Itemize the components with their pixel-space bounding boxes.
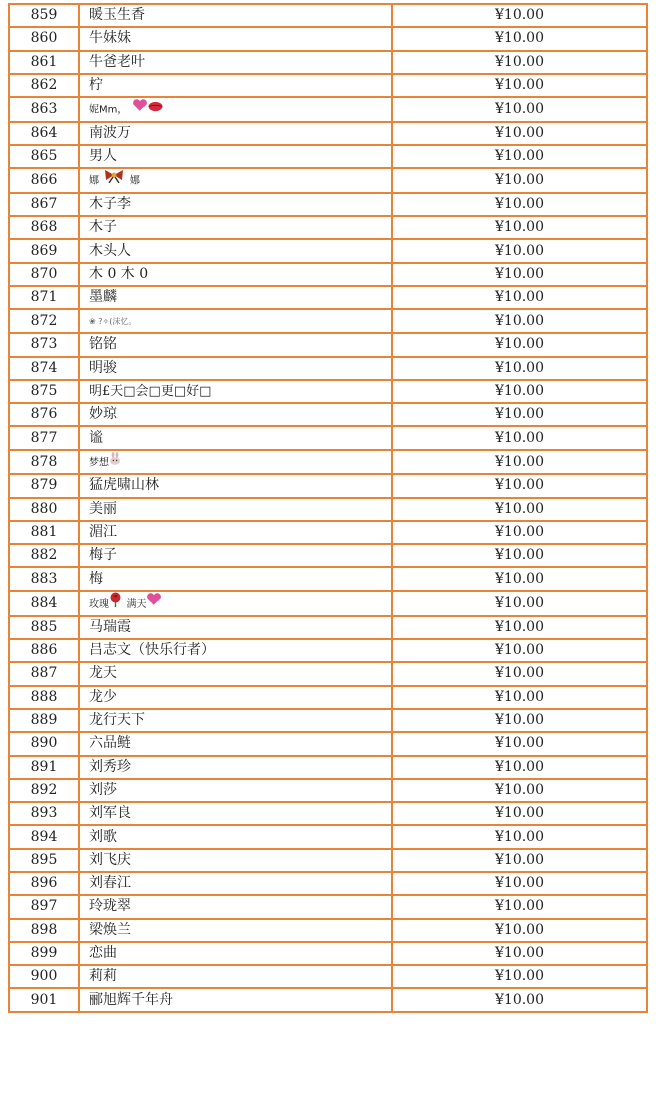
- amount-cell: ¥10.00: [392, 474, 647, 497]
- amount-cell: ¥10.00: [392, 895, 647, 918]
- heart-icon: [132, 98, 148, 119]
- row-number: 872: [9, 309, 79, 333]
- donation-list: [8, 3, 648, 1013]
- amount-cell: ¥10.00: [392, 216, 647, 239]
- table-row: [9, 802, 647, 825]
- row-number: 860: [9, 27, 79, 50]
- row-number: 898: [9, 919, 79, 942]
- row-number: 870: [9, 263, 79, 286]
- table-row: [9, 662, 647, 685]
- amount-cell: ¥10.00: [392, 639, 647, 662]
- amount-cell: ¥10.00: [392, 333, 647, 356]
- amount-cell: ¥10.00: [392, 450, 647, 475]
- amount-cell: ¥10.00: [392, 965, 647, 988]
- donor-name-cell: [79, 168, 392, 193]
- donor-name-cell: 妙琼: [79, 403, 392, 426]
- table-row: [9, 286, 647, 309]
- table-row: [9, 450, 647, 475]
- donor-name: 娜: [89, 175, 99, 187]
- amount-cell: ¥10.00: [392, 616, 647, 639]
- donor-name-cell: [79, 309, 392, 333]
- amount-cell: ¥10.00: [392, 567, 647, 590]
- row-number: 868: [9, 216, 79, 239]
- amount-cell: ¥10.00: [392, 942, 647, 965]
- table-row: [9, 216, 647, 239]
- amount-cell: ¥10.00: [392, 403, 647, 426]
- donor-name-cell: 马瑞霞: [79, 616, 392, 639]
- table-row: [9, 825, 647, 848]
- donor-name-suffix: 满天: [126, 598, 147, 610]
- donor-name: 玫瑰: [89, 598, 109, 610]
- donor-name-cell: 男人: [79, 145, 392, 168]
- row-number: 877: [9, 426, 79, 449]
- amount-cell: ¥10.00: [392, 74, 647, 97]
- amount-cell: ¥10.00: [392, 521, 647, 544]
- table-row: [9, 403, 647, 426]
- donor-name-cell: 牛爸老叶: [79, 51, 392, 74]
- amount-cell: ¥10.00: [392, 97, 647, 122]
- table-row: [9, 145, 647, 168]
- donor-name-cell: 木头人: [79, 239, 392, 262]
- donation-table: [8, 3, 648, 1013]
- donor-name-cell: 刘莎: [79, 779, 392, 802]
- heart-icon: [146, 592, 162, 613]
- row-number: 894: [9, 825, 79, 848]
- donor-name-cell: 恋曲: [79, 942, 392, 965]
- amount-cell: ¥10.00: [392, 498, 647, 521]
- row-number: 871: [9, 286, 79, 309]
- donor-name-cell: 刘秀珍: [79, 756, 392, 779]
- donor-name-cell: 牛妹妹: [79, 27, 392, 50]
- donor-name-cell: 梁焕兰: [79, 919, 392, 942]
- donor-name-cell: 谧: [79, 426, 392, 449]
- donor-name-cell: 木子: [79, 216, 392, 239]
- table-row: [9, 686, 647, 709]
- table-row: [9, 709, 647, 732]
- donor-name-cell: 郦旭辉千年舟: [79, 988, 392, 1011]
- table-row: [9, 591, 647, 616]
- amount-cell: ¥10.00: [392, 145, 647, 168]
- amount-cell: ¥10.00: [392, 309, 647, 333]
- amount-cell: ¥10.00: [392, 849, 647, 872]
- donor-name-cell: 南波万: [79, 122, 392, 145]
- amount-cell: ¥10.00: [392, 122, 647, 145]
- amount-cell: ¥10.00: [392, 919, 647, 942]
- donor-name-cell: [79, 380, 392, 403]
- amount-cell: ¥10.00: [392, 802, 647, 825]
- amount-cell: ¥10.00: [392, 193, 647, 216]
- row-number: 859: [9, 4, 79, 27]
- amount-cell: ¥10.00: [392, 825, 647, 848]
- row-number: 862: [9, 74, 79, 97]
- table-row: [9, 616, 647, 639]
- table-row: [9, 756, 647, 779]
- amount-cell: ¥10.00: [392, 872, 647, 895]
- table-row: [9, 239, 647, 262]
- amount-cell: ¥10.00: [392, 756, 647, 779]
- donor-name-cell: 龙天: [79, 662, 392, 685]
- lips-icon: [148, 98, 163, 119]
- row-number: 891: [9, 756, 79, 779]
- donor-name-cell: [79, 591, 392, 616]
- table-row: [9, 872, 647, 895]
- row-number: 874: [9, 357, 79, 380]
- table-row: [9, 779, 647, 802]
- table-row: [9, 965, 647, 988]
- donor-name: 妮Mm，: [89, 104, 128, 116]
- table-row: [9, 357, 647, 380]
- amount-cell: ¥10.00: [392, 286, 647, 309]
- table-row: [9, 51, 647, 74]
- donor-name: ❀ ?✧(沫忆。: [89, 317, 137, 327]
- amount-cell: ¥10.00: [392, 380, 647, 403]
- row-number: 896: [9, 872, 79, 895]
- row-number: 879: [9, 474, 79, 497]
- table-row: [9, 474, 647, 497]
- row-number: 883: [9, 567, 79, 590]
- donor-name-cell: 木 0 木 0: [79, 263, 392, 286]
- table-row: [9, 498, 647, 521]
- donor-name-cell: 美丽: [79, 498, 392, 521]
- table-row: [9, 74, 647, 97]
- row-number: 895: [9, 849, 79, 872]
- table-row: [9, 122, 647, 145]
- row-number: 892: [9, 779, 79, 802]
- row-number: 869: [9, 239, 79, 262]
- table-row: [9, 988, 647, 1011]
- amount-cell: ¥10.00: [392, 544, 647, 567]
- row-number: 863: [9, 97, 79, 122]
- table-row: [9, 333, 647, 356]
- row-number: 901: [9, 988, 79, 1011]
- row-number: 880: [9, 498, 79, 521]
- amount-cell: ¥10.00: [392, 51, 647, 74]
- row-number: 875: [9, 380, 79, 403]
- table-row: [9, 27, 647, 50]
- donor-name-cell: 龙行天下: [79, 709, 392, 732]
- donor-name-cell: 梅: [79, 567, 392, 590]
- amount-cell: ¥10.00: [392, 732, 647, 755]
- table-row: [9, 521, 647, 544]
- donor-name-cell: 铭铭: [79, 333, 392, 356]
- amount-cell: ¥10.00: [392, 27, 647, 50]
- row-number: 873: [9, 333, 79, 356]
- row-number: 865: [9, 145, 79, 168]
- row-number: 881: [9, 521, 79, 544]
- table-row: [9, 567, 647, 590]
- table-row: [9, 168, 647, 193]
- amount-cell: ¥10.00: [392, 357, 647, 380]
- donor-name-cell: 刘歌: [79, 825, 392, 848]
- table-row: [9, 193, 647, 216]
- donor-name-cell: [79, 97, 392, 122]
- table-row: [9, 639, 647, 662]
- row-number: 886: [9, 639, 79, 662]
- donation-table-body: [9, 4, 647, 1012]
- row-number: 885: [9, 616, 79, 639]
- table-row: [9, 263, 647, 286]
- amount-cell: ¥10.00: [392, 239, 647, 262]
- table-row: [9, 4, 647, 27]
- row-number: 897: [9, 895, 79, 918]
- table-row: [9, 942, 647, 965]
- table-row: [9, 380, 647, 403]
- donor-name-cell: 梅子: [79, 544, 392, 567]
- amount-cell: ¥10.00: [392, 988, 647, 1011]
- donor-name-cell: 吕志文（快乐行者）: [79, 639, 392, 662]
- donor-name-cell: 莉莉: [79, 965, 392, 988]
- donor-name-cell: 墨麟: [79, 286, 392, 309]
- row-number: 888: [9, 686, 79, 709]
- donor-name-cell: 湄江: [79, 521, 392, 544]
- donor-name-cell: 明骏: [79, 357, 392, 380]
- amount-cell: ¥10.00: [392, 779, 647, 802]
- row-number: 884: [9, 591, 79, 616]
- row-number: 882: [9, 544, 79, 567]
- table-row: [9, 849, 647, 872]
- row-number: 900: [9, 965, 79, 988]
- row-number: 890: [9, 732, 79, 755]
- table-row: [9, 919, 647, 942]
- row-number: 864: [9, 122, 79, 145]
- amount-cell: ¥10.00: [392, 686, 647, 709]
- amount-cell: ¥10.00: [392, 591, 647, 616]
- donor-name-cell: 暖玉生香: [79, 4, 392, 27]
- donor-name-cell: 六品鲢: [79, 732, 392, 755]
- donor-name-cell: 柠: [79, 74, 392, 97]
- donor-name-suffix: 娜: [129, 175, 140, 187]
- row-number: 866: [9, 168, 79, 193]
- amount-cell: ¥10.00: [392, 426, 647, 449]
- table-row: [9, 97, 647, 122]
- table-row: [9, 426, 647, 449]
- amount-cell: ¥10.00: [392, 662, 647, 685]
- donor-name-cell: 刘军良: [79, 802, 392, 825]
- donor-name-cell: 刘飞庆: [79, 849, 392, 872]
- bow-icon: [103, 169, 125, 190]
- row-number: 889: [9, 709, 79, 732]
- donor-name-cell: 木子李: [79, 193, 392, 216]
- amount-cell: ¥10.00: [392, 263, 647, 286]
- donor-name-cell: [79, 450, 392, 475]
- amount-cell: ¥10.00: [392, 4, 647, 27]
- donor-name-cell: 龙少: [79, 686, 392, 709]
- table-row: [9, 309, 647, 333]
- row-number: 878: [9, 450, 79, 475]
- donor-name: 梦想: [89, 457, 109, 469]
- donor-name-cell: 玲珑翠: [79, 895, 392, 918]
- row-number: 893: [9, 802, 79, 825]
- row-number: 887: [9, 662, 79, 685]
- amount-cell: ¥10.00: [392, 709, 647, 732]
- rose-icon: [109, 592, 122, 614]
- table-row: [9, 544, 647, 567]
- amount-cell: ¥10.00: [392, 168, 647, 193]
- row-number: 899: [9, 942, 79, 965]
- donor-name-cell: 猛虎啸山林: [79, 474, 392, 497]
- donor-name-cell: 刘春江: [79, 872, 392, 895]
- row-number: 861: [9, 51, 79, 74]
- bunny-icon: [109, 451, 121, 472]
- donor-name: 明£天□会□更□好□: [89, 384, 212, 399]
- table-row: [9, 895, 647, 918]
- row-number: 876: [9, 403, 79, 426]
- table-row: [9, 732, 647, 755]
- row-number: 867: [9, 193, 79, 216]
